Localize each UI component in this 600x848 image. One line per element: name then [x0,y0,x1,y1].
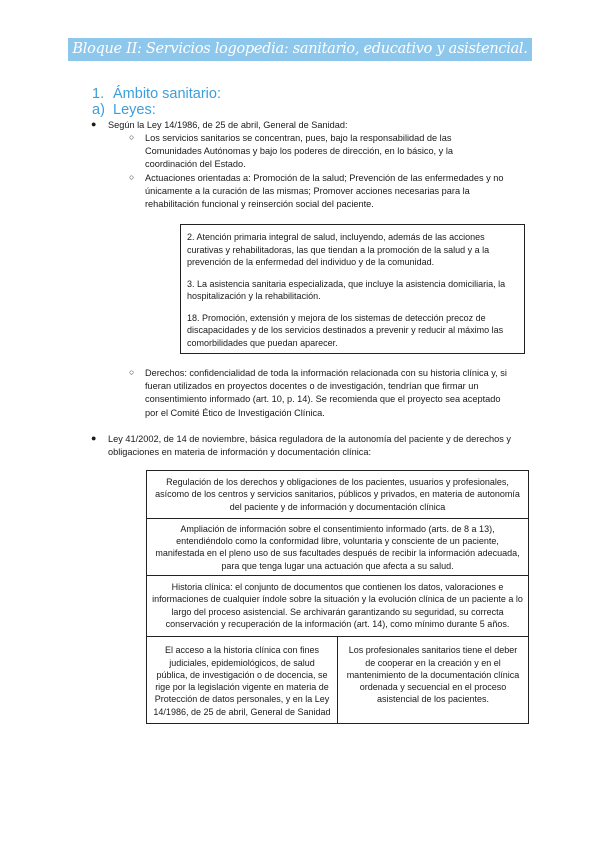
sub-bullet-circle: ○ [129,172,135,182]
section-number: 1. [92,86,105,102]
cell-acceso: El acceso a la historia clínica con fines judiciales, epidemiológicos, de salud pública, de investigación o de docencia, se rige por la legislación vigente en materia de Protección de datos personales, y en la Ley 14/1986, de 25 de abril, General de Sanidad [147,637,338,724]
cell-historia-clinica: Historia clínica: el conjunto de documentos que contienen los datos, valoraciones e informaciones de cualquier índole sobre la situación y la evolución clínica de un paciente a lo largo del proceso asistencial. Se archivarán garantizando su seguridad, su correcta conservación y recuperación de la información (art. 14), como mínimo durante 5 años. [147,576,529,637]
bullet-ley-14-1986: Según la Ley 14/1986, de 25 de abril, General de Sanidad: [108,120,348,130]
bullet-dot: ● [91,433,97,443]
sub-bullet-actuaciones: Actuaciones orientadas a: Promoción de la salud; Prevención de las enfermedades y no únicamente a la curación de las mismas; Promover acciones necesarias para la rehabilitación funcional y reinserción social del paciente. [145,173,504,210]
sub-bullet-circle: ○ [129,132,135,142]
title-wrap [0,38,600,61]
page-title: Bloque II: Servicios logopedia: sanitario, educativo y asistencial. [68,38,531,61]
table-row [147,637,529,724]
table-row [147,576,529,637]
subsection-heading [92,102,156,118]
cell-consentimiento: Ampliación de información sobre el consentimiento informado (arts. de 8 a 13), entendiéndolo como la conformidad libre, voluntaria y consciente de un paciente, manifestada en el pleno uso de sus facultades después de recibir la información adecuada, para que tenga lugar una actuación que afecta a su salud. [147,518,529,575]
table-row [147,518,529,575]
ley-41-2002-table [146,470,529,724]
cell-profesionales: Los profesionales sanitarios tiene el deber de cooperar en la creación y en el mantenimiento de la documentación clínica ordenada y secuencial en el proceso asistencial de los pacientes. [338,637,529,724]
article-2: 2. Atención primaria integral de salud, incluyendo, además de las acciones curativas y rehabilitadoras, las que tiendan a la promoción de la salud y a la prevención de la enfermedad del individuo y de la comunidad. [187,232,490,267]
section-label: Ámbito sanitario: [113,86,221,102]
subsection-label: Leyes: [113,102,156,118]
article-18: 18. Promoción, extensión y mejora de los sistemas de detección precoz de discapacidades y de los servicios destinados a prevenir y reducir al máximo las comorbilidades que puedan aparecer. [187,312,504,348]
articles-box [180,224,525,354]
cell-regulacion: Regulación de los derechos y obligaciones de los pacientes, usuarios y profesionales, asícomo de los centros y servicios sanitarios, públicos y privados, en materia de autonomía del paciente y de información y documentación clínica [147,471,529,519]
section-heading [92,86,221,102]
sub-bullet-servicios: Los servicios sanitarios se concentran, pues, bajo la responsabilidad de las Comunidades Autónomas y bajo los poderes de dirección, en lo básico, y la coordinación del Estado. [145,133,453,170]
table-row [147,471,529,519]
bullet-ley-41-2002: Ley 41/2002, de 14 de noviembre, básica reguladora de la autonomía del paciente y de derechos y obligaciones en materia de información y documentación clínica: [108,434,511,458]
subsection-number: a) [92,102,105,118]
sub-bullet-circle: ○ [129,367,135,377]
sub-bullet-derechos: Derechos: confidencialidad de toda la información relacionada con su historia clínica y, si fueran utilizados en proyectos docentes o de investigación, tendrían que firmar un consentimiento informado (art. 10, p. 14). Se recomienda que el proyecto sea aceptado por el Comité Ético de Investigación Clínica. [145,368,507,418]
article-3: 3. La asistencia sanitaria especializada, que incluye la asistencia domiciliaria, la hospitalización y la rehabilitación. [187,278,506,301]
bullet-dot: ● [91,119,97,129]
